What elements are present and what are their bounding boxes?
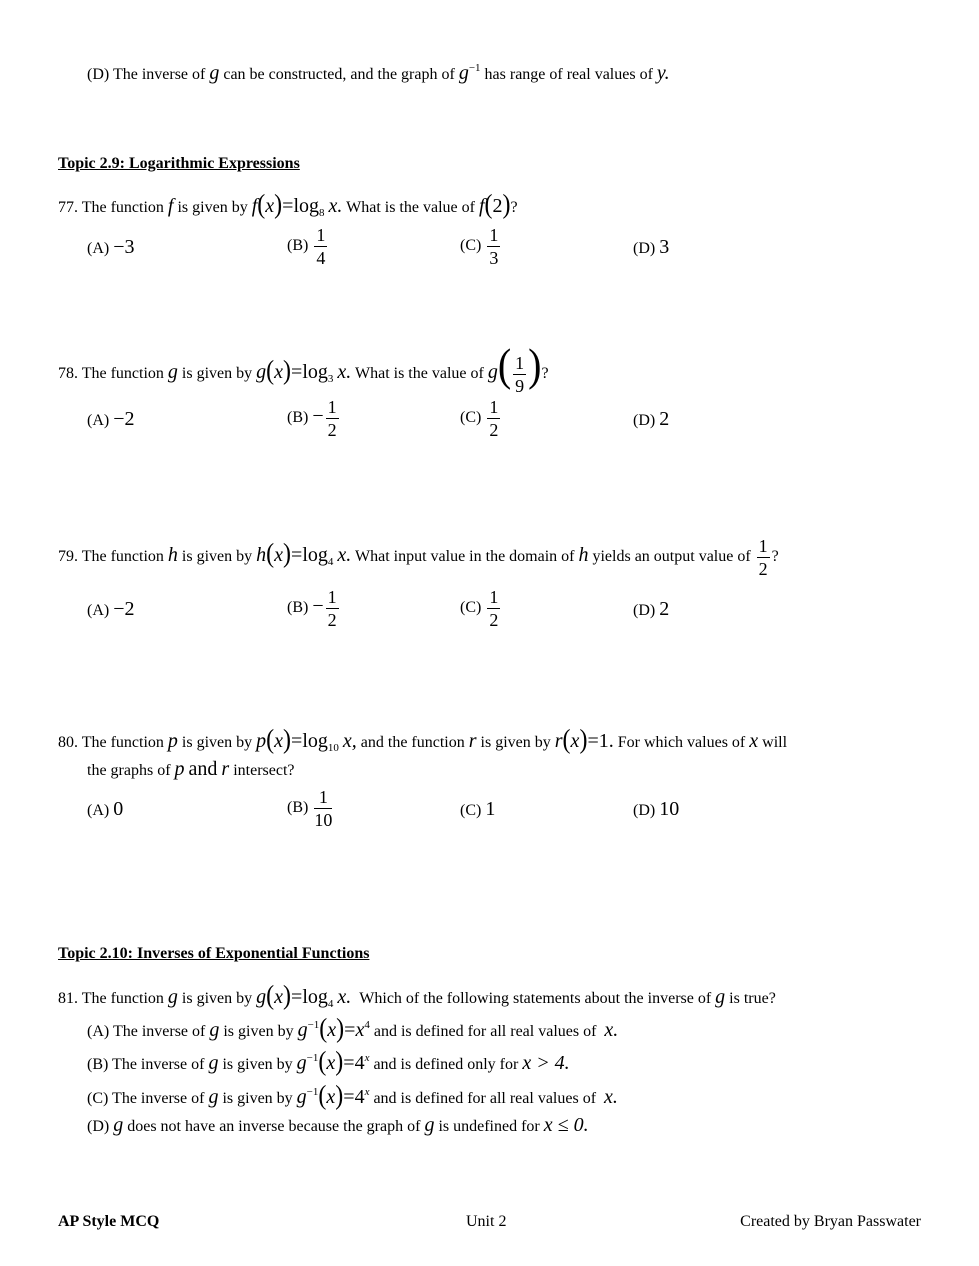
question-80-line-2: the graphs of p and r intersect? [87, 758, 295, 780]
q80-option-b[interactable]: (B) $\frac{1}{10}$ [287, 787, 333, 830]
q79-option-a[interactable]: (A) −2 [87, 598, 135, 620]
fraction: $\frac{1}{2}$ [327, 587, 337, 630]
q77-option-d[interactable]: (D) 3 [633, 236, 670, 258]
question-79: 79. The function h is given by $h(x)=\log_4$ x. What input value in the domain of h yields an output value of $\frac{1}{2}$ ? [58, 536, 779, 579]
q78-option-b[interactable]: (B) − $\frac{1}{2}$ [287, 397, 337, 440]
footer-left: AP Style MCQ [58, 1213, 160, 1230]
q81-option-d[interactable]: (D) g does not have an inverse because the graph of g is undefined for x ≤ 0. [87, 1114, 589, 1136]
q80-option-a[interactable]: (A) 0 [87, 798, 124, 820]
question-78: 78. The function g is given by $g(x)=\log_3$ x. What is the value of g( $\frac{1}{9}$ )? [58, 338, 549, 396]
q78-option-a[interactable]: (A) −2 [87, 408, 135, 430]
fraction: $\frac{1}{2}$ [327, 397, 337, 440]
fraction: $\frac{1}{3}$ [489, 225, 499, 268]
fraction: $\frac{1}{10}$ [314, 787, 333, 830]
q77-option-c[interactable]: (C) $\frac{1}{3}$ [460, 225, 499, 268]
q77-option-a[interactable]: (A) −3 [87, 236, 135, 258]
prev-option-d: (D) The inverse of g can be constructed, and the graph of $g^{-1}$ has range of real values of y. [87, 62, 670, 84]
q81-option-c[interactable]: (C) The inverse of g is given by $g^{-1}(x)=4^x$ and is defined for all real values of x. [87, 1080, 618, 1111]
q78-option-d[interactable]: (D) 2 [633, 408, 670, 430]
fraction: $\frac{1}{4}$ [316, 225, 326, 268]
q77-option-b[interactable]: (B) $\frac{1}{4}$ [287, 225, 326, 268]
question-81: 81. The function g is given by $g(x)=\log_4$ x. Which of the following statements about the inverse of g is true? [58, 980, 776, 1011]
q79-option-b[interactable]: (B) − $\frac{1}{2}$ [287, 587, 337, 630]
q80-option-d[interactable]: (D) 10 [633, 798, 680, 820]
question-80: 80. The function p is given by $p(x)=\log_{10}$ x, and the function r is given by r(x)=1. For which values of x will [58, 724, 788, 755]
fraction: $\frac{1}{9}$ [515, 352, 525, 396]
fraction: $\frac{1}{2}$ [489, 587, 499, 630]
q81-option-a[interactable]: (A) The inverse of g is given by $g^{-1}(x)=x^4$ and is defined for all real values of x. [87, 1013, 619, 1044]
fraction: $\frac{1}{2}$ [758, 536, 768, 579]
footer-right: Created by Bryan Passwater [740, 1213, 921, 1230]
q80-option-c[interactable]: (C) 1 [460, 798, 496, 820]
footer-center: Unit 2 [466, 1213, 507, 1230]
q78-option-c[interactable]: (C) $\frac{1}{2}$ [460, 397, 499, 440]
topic-2-9-heading: Topic 2.9: Logarithmic Expressions [58, 155, 300, 172]
question-77: 77. The function f is given by $f(x)=\log_8$ x. What is the value of f(2)? [58, 189, 518, 220]
fraction: $\frac{1}{2}$ [489, 397, 499, 440]
q79-option-c[interactable]: (C) $\frac{1}{2}$ [460, 587, 499, 630]
topic-2-10-heading: Topic 2.10: Inverses of Exponential Functions [58, 945, 370, 962]
q81-option-b[interactable]: (B) The inverse of g is given by $g^{-1}(x)=4^x$ and is defined only for x > 4. [87, 1046, 570, 1077]
q79-option-d[interactable]: (D) 2 [633, 598, 670, 620]
